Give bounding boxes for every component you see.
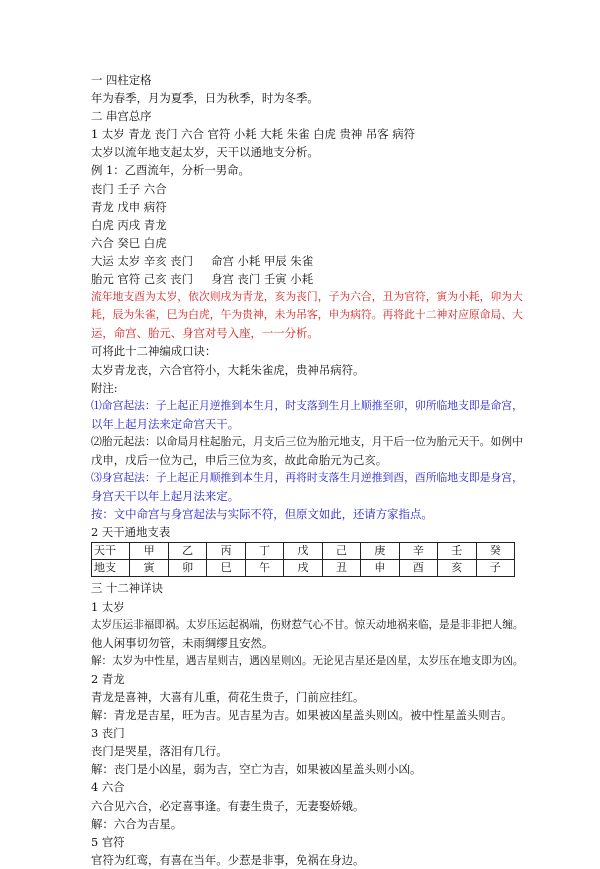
- table-cell: 戊: [284, 543, 322, 560]
- god-text: 太岁压运非福即祸。太岁压运起祸端，伤财惹气心不甘。惊天动地祸来临，是是非非把人缠。: [91, 618, 524, 631]
- twelve-gods-list: 1 太岁 青龙 丧门 六合 官符 小耗 大耗 朱雀 白虎 贵神 吊客 病符: [91, 127, 416, 142]
- note-shen-gong: 身宫天干以年上起月法来定。: [91, 489, 240, 504]
- rhyme-text: 太岁青龙丧，六合官符小，大耗朱雀虎，贵神吊病符。: [91, 362, 365, 377]
- section-1-text: 年为春季，月为夏季，日为秋季，时为冬季。: [91, 91, 319, 106]
- example-line: 胎元 官符 己亥 丧门 身宫 丧门 壬寅 小耗: [91, 272, 314, 287]
- god-text: 解：丧门是小凶星，弱为吉，空亡为吉，如果被凶星盖头则小凶。: [91, 762, 422, 777]
- section-2-heading: 二 串宫总序: [91, 109, 152, 124]
- table-cell: 天干: [92, 543, 130, 560]
- note-title: 附注:: [91, 380, 118, 395]
- god-text: 丧门是哭星，落泪有几行。: [91, 744, 228, 759]
- example-line: 丧门 壬子 六合: [91, 181, 167, 196]
- god-title-guanfu: 5 官符: [91, 834, 125, 849]
- example-line: 六合 癸巳 白虎: [91, 235, 167, 250]
- section-1-heading: 一 四柱定格: [91, 73, 152, 87]
- god-text: 官符为红鸾，有喜在当年。少惹是非事，免祸在身边。: [91, 852, 365, 867]
- table-cell: 甲: [130, 543, 168, 560]
- table-cell: 乙: [168, 543, 206, 560]
- god-title-qinglong: 2 青龙: [91, 671, 125, 686]
- stem-branch-table: [91, 542, 515, 577]
- table-cell: 癸: [476, 543, 514, 560]
- god-title-liuhe: 4 六合: [91, 780, 125, 795]
- section-3-heading: 三 十二神详诀: [91, 581, 163, 596]
- table-cell: 子: [476, 560, 514, 577]
- table-row-stems: [92, 543, 515, 560]
- table-cell: 午: [245, 560, 283, 577]
- note-ming-gong: 以年上起月法来定命宫天干。: [91, 416, 240, 431]
- note-tai-yuan: ⑵胎元起法：以命局月柱起胎元，月支后三位为胎元地支，月干后一位为胎元天干。如例中: [91, 434, 523, 448]
- god-title-sangmen: 3 丧门: [91, 726, 125, 741]
- god-text: 他人闲事切勿管，未雨绸缪且安然。: [91, 635, 274, 650]
- table-cell: 申: [361, 560, 399, 577]
- table-cell: 亥: [438, 560, 476, 577]
- red-explanation-line: 运，命宫、胎元、身宫对号入座，一一分析。: [91, 326, 319, 341]
- table-cell: 卯: [168, 560, 206, 577]
- paragraph: 太岁以流年地支起太岁，天干以通地支分析。: [91, 145, 319, 160]
- god-text: 六合见六合，必定喜事逢。有妻生贵子，无妻娶娇娥。: [91, 798, 365, 813]
- table-cell: 酉: [399, 560, 437, 577]
- table-cell: 地支: [92, 560, 130, 577]
- table-cell: 庚: [361, 543, 399, 560]
- example-line: 青龙 戊申 病符: [91, 199, 167, 214]
- note-tai-yuan: 戊申，戊后一位为己，申后三位为亥，故此命胎元为己亥。: [91, 452, 388, 467]
- note-ming-gong: ⑴命宫起法：子上起正月逆推到本生月，时支落到生月上顺推至卯，卯所临地支即是命宫，: [91, 398, 523, 412]
- god-text: 解：太岁为中性星，遇吉星则吉，遇凶星则凶。无论见吉星还是凶星，太岁压在地支即为凶。: [91, 654, 524, 667]
- table-caption: 2 天干通地支表: [91, 525, 171, 540]
- note-shen-gong: ⑶身宫起法：子上起正月顺推到本生月，再将时支落生月逆推到酉，酉所临地支即是身宫，: [91, 471, 523, 485]
- god-text: 青龙是喜神，大喜有儿重，荷花生贵子，门前应挂红。: [91, 690, 365, 704]
- table-cell: 辛: [399, 543, 437, 560]
- example-line: 大运 太岁 辛亥 丧门 命宫 小耗 甲辰 朱雀: [91, 253, 314, 268]
- document-page: [91, 71, 524, 869]
- table-row-branches: [92, 560, 515, 577]
- table-cell: 己: [322, 543, 360, 560]
- note-remark: 按：文中命宫与身宫起法与实际不符，但原文如此，还请方家指点。: [91, 507, 433, 522]
- table-cell: 丑: [322, 560, 360, 577]
- rhyme-intro: 可将此十二神编成口诀：: [91, 344, 217, 359]
- table-cell: 巳: [207, 560, 245, 577]
- god-title-taisui: 1 太岁: [91, 599, 125, 614]
- god-text: 解：青龙是吉星，旺为吉。见吉星为吉。如果被凶星盖头则凶。被中性星盖头则吉。: [91, 708, 513, 723]
- table-cell: 寅: [130, 560, 168, 577]
- example-title: 例 1：乙酉流年，分析一男命。: [91, 163, 250, 178]
- red-explanation-line: 耗，辰为朱雀，巳为白虎，午为贵神，未为吊客，申为病符。再将此十二神对应原命局、大: [91, 308, 523, 322]
- table-cell: 戌: [284, 560, 322, 577]
- god-text: 解：六合为吉星。: [91, 816, 183, 831]
- table-cell: 壬: [438, 543, 476, 560]
- red-explanation-line: 流年地支酉为太岁，依次则戌为青龙，亥为丧门，子为六合，丑为官符，寅为小耗，卯为大: [91, 290, 523, 304]
- table-cell: 丙: [207, 543, 245, 560]
- table-cell: 丁: [245, 543, 283, 560]
- example-line: 白虎 丙戌 青龙: [91, 217, 167, 232]
